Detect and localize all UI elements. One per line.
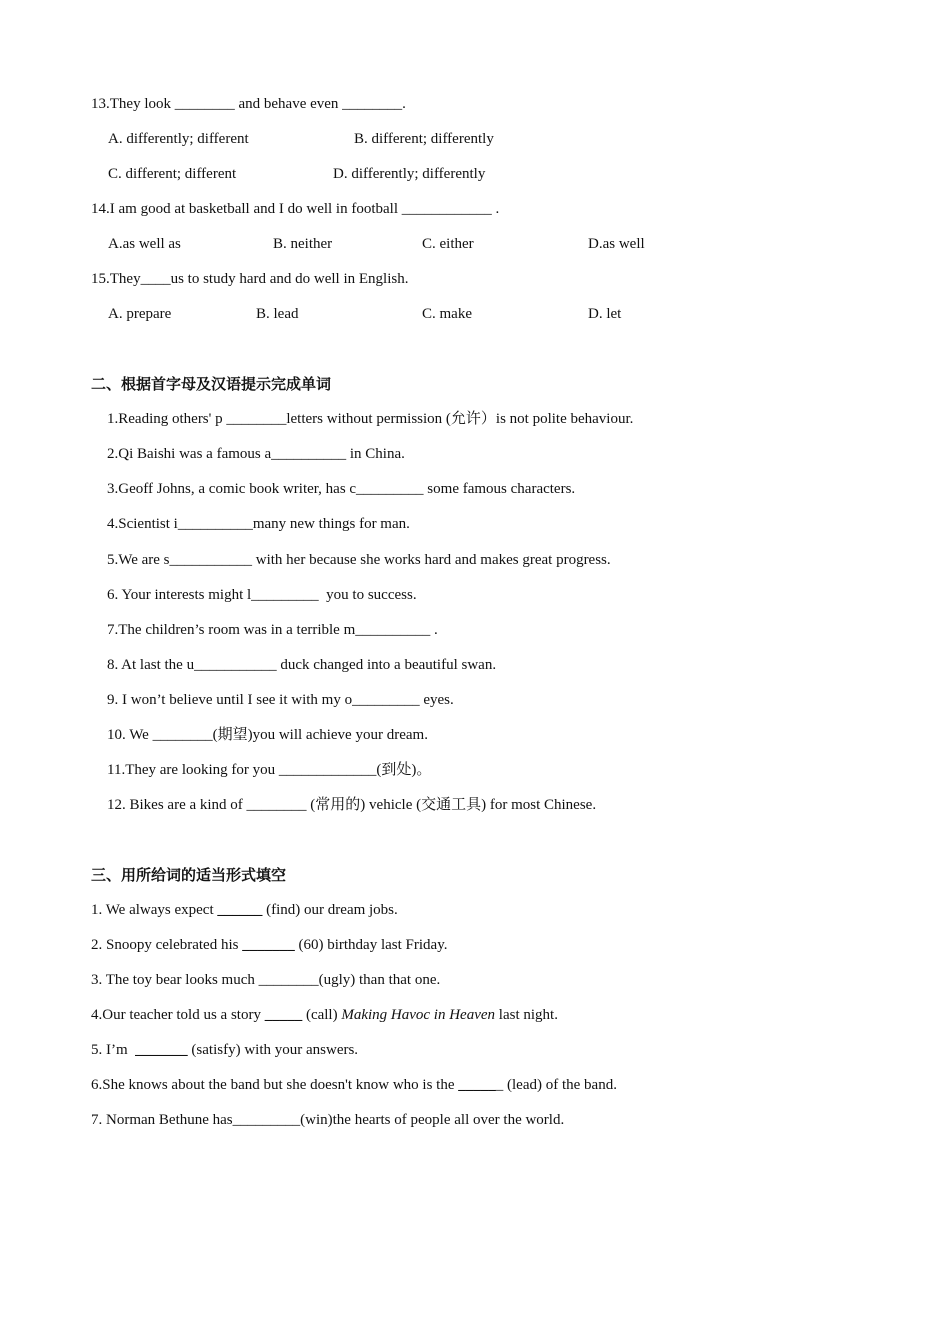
section-3-item-5: 5. I’m _______ (satisfy) with your answers.: [91, 1042, 359, 1058]
section-2-item-3: 3.Geoff Johns, a comic book writer, has c_________ some famous characters.: [107, 481, 576, 497]
section-2-item-1: 1.Reading others' p ________letters without permission (允许）is not polite behaviour.: [107, 411, 634, 427]
section-3-item-2: 2. Snoopy celebrated his _______ (60) birthday last Friday.: [91, 937, 448, 953]
section-2-item-10: 10. We ________(期望)you will achieve your dream.: [107, 727, 428, 743]
section-3-item-3: 3. The toy bear looks much ________(ugly) than that one.: [91, 972, 441, 988]
section-2-item-2: 2.Qi Baishi was a famous a__________ in China.: [107, 446, 405, 462]
question-15-stem: 15.They____us to study hard and do well in English.: [91, 271, 409, 287]
question-13-option-b: B. different; differently: [354, 131, 494, 147]
section-3-item-1: 1. We always expect ______ (find) our dream jobs.: [91, 902, 398, 918]
section-3-item-6: 6.She knows about the band but she doesn't know who is the ______ (lead) of the band.: [91, 1077, 617, 1093]
question-14-stem: 14.I am good at basketball and I do well in football ____________ .: [91, 201, 500, 217]
section-2-item-6: 6. Your interests might l_________ you to success.: [107, 587, 417, 603]
section-2-item-4: 4.Scientist i__________many new things for man.: [107, 516, 410, 532]
question-14-option-a: A.as well as: [108, 236, 181, 252]
question-13-option-d: D. differently; differently: [333, 166, 486, 182]
question-13-option-c: C. different; different: [108, 166, 237, 182]
section-2-item-8: 8. At last the u___________ duck changed into a beautiful swan.: [107, 657, 497, 673]
section-3-item-4: 4.Our teacher told us a story _____ (call) Making Havoc in Heaven last night.: [91, 1007, 558, 1023]
question-13-stem: 13.They look ________ and behave even ________.: [91, 96, 406, 112]
question-15-option-b: B. lead: [256, 306, 299, 322]
section-2-item-12: 12. Bikes are a kind of ________ (常用的) vehicle (交通工具) for most Chinese.: [107, 797, 597, 813]
question-15-option-c: C. make: [422, 306, 472, 322]
section-2-item-11: 11.They are looking for you _____________(到处)。: [107, 762, 432, 778]
section-2-item-5: 5.We are s___________ with her because she works hard and makes great progress.: [107, 552, 611, 568]
question-15-option-a: A. prepare: [108, 306, 172, 322]
question-14-option-b: B. neither: [273, 236, 333, 252]
section-2-heading: 二、根据首字母及汉语提示完成单词: [91, 375, 332, 393]
question-14-option-c: C. either: [422, 236, 474, 252]
section-2-item-7: 7.The children’s room was in a terrible m__________ .: [107, 622, 438, 638]
section-3-heading: 三、用所给词的适当形式填空: [91, 866, 287, 884]
section-3-item-7: 7. Norman Bethune has_________(win)the hearts of people all over the world.: [91, 1112, 565, 1128]
question-13-option-a: A. differently; different: [108, 131, 249, 147]
question-14-option-d: D.as well: [588, 236, 645, 252]
section-2-item-9: 9. I won’t believe until I see it with my o_________ eyes.: [107, 692, 454, 708]
question-15-option-d: D. let: [588, 306, 622, 322]
